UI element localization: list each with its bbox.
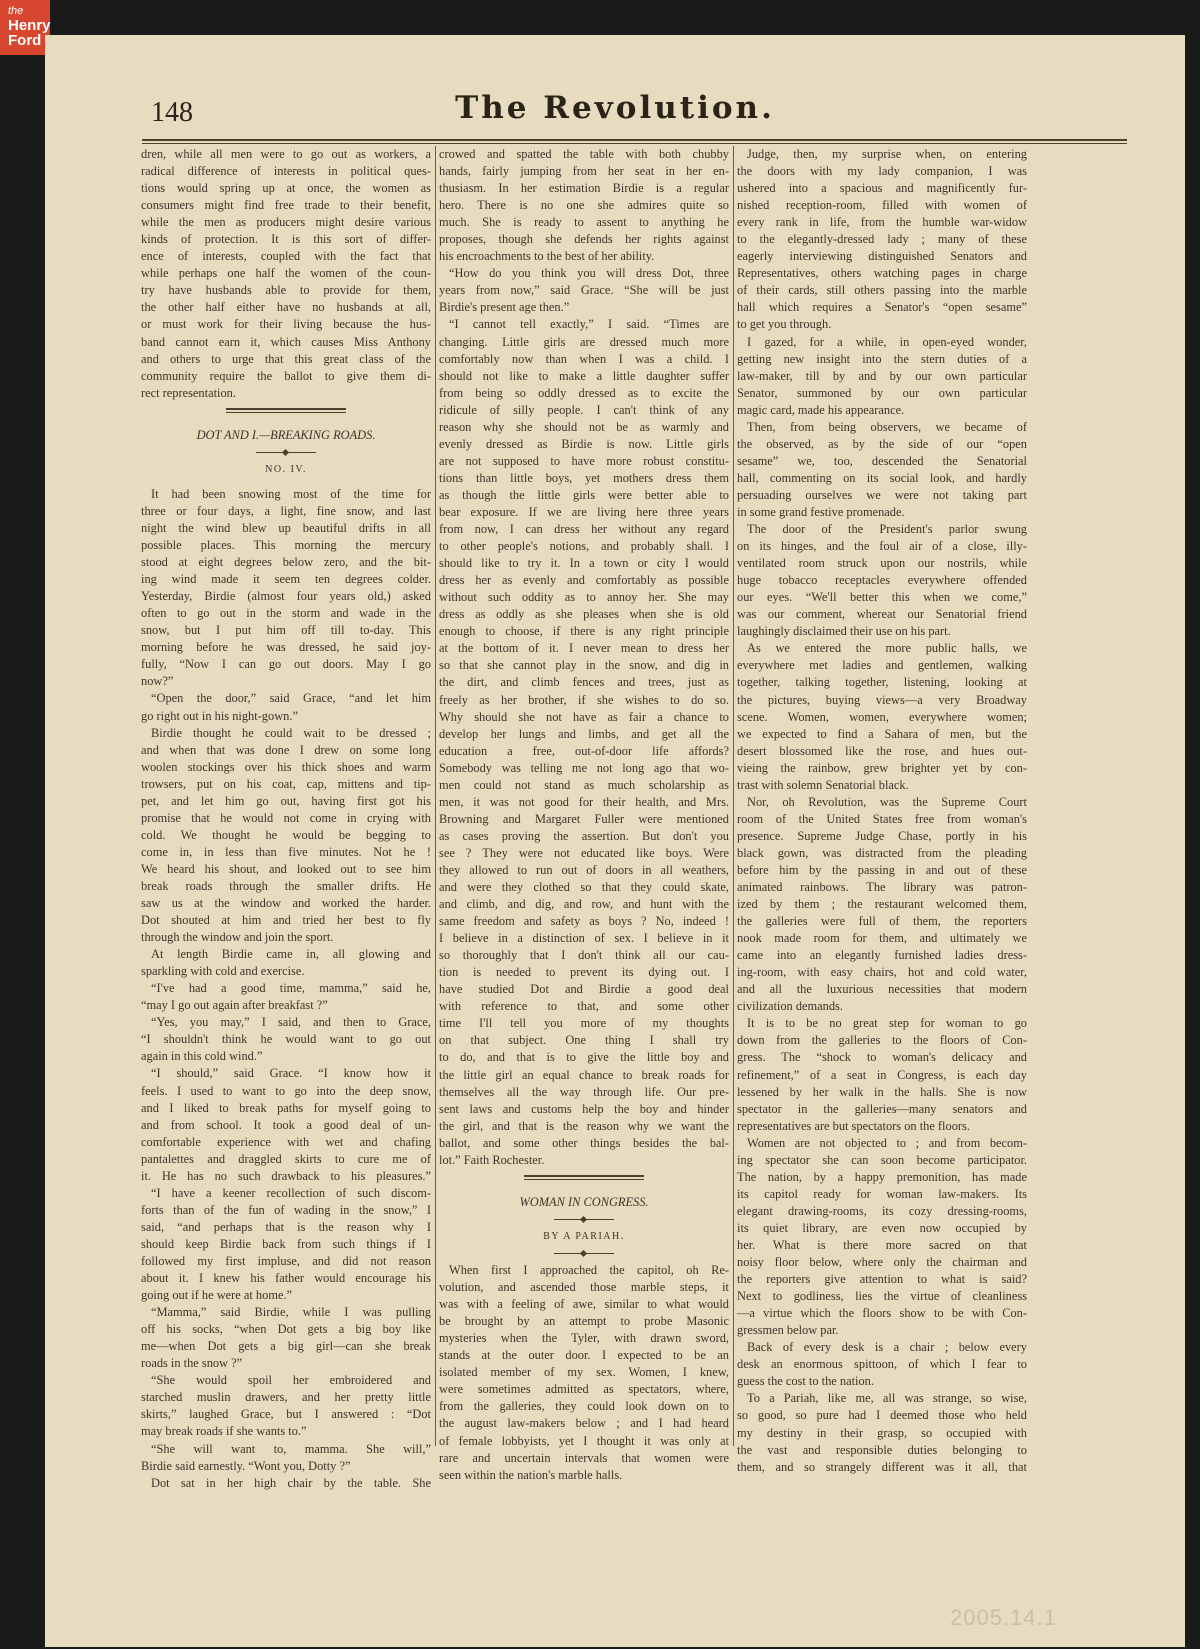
text-line: the galleries were full of them, the reporters — [737, 914, 1027, 929]
text-line: dress as oddly as she pleases when she is old — [439, 607, 729, 622]
text-line: tions would spring up at once, the women as — [141, 181, 431, 196]
text-line: representatives are but spectators on the floors. — [737, 1118, 970, 1133]
section-ornament — [141, 402, 431, 419]
text-line: Senator, summoned by our own particular — [737, 385, 1027, 400]
text-line: on its hinges, and the foul air of a close, illy- — [737, 539, 1027, 554]
text-line: “Mamma,” said Birdie, while I was pulling — [151, 1305, 431, 1320]
text-line: Yesterday, Birdie (almost four years old,) asked — [141, 589, 431, 604]
text-line: to do, and that is to give the little boy and — [439, 1050, 729, 1065]
text-line: isolated member of my sex. Women, I knew, — [439, 1365, 729, 1380]
text-line: develop her lungs and limbs, and get all the — [439, 726, 729, 741]
text-line: Next to godliness, lies the virtue of cleanliness — [737, 1289, 1027, 1304]
text-line: Birdie said earnestly. “Wont you, Dotty ?” — [141, 1458, 351, 1473]
text-line: me—when Dot gets a big girl—can she break — [141, 1339, 431, 1354]
text-line: promise that he would not come in crying with — [141, 810, 431, 825]
text-line: The door of the President's parlor swung — [747, 522, 1027, 537]
masthead-title: The Revolution. — [455, 90, 775, 126]
text-line: thusiasm. In her estimation Birdie is a regular — [439, 181, 729, 196]
text-line: rect representation. — [141, 385, 236, 400]
text-line: “Open the door,” said Grace, “and let him — [151, 691, 431, 706]
text-line: the girl, and that is the reason why we want the — [439, 1118, 729, 1133]
text-line: followed my first impluse, and did not reason — [141, 1254, 431, 1268]
text-line: community require the ballot to give them di- — [141, 368, 431, 383]
text-line: ing spectator she can soon become participator. — [737, 1152, 1027, 1167]
text-line: of their cards, still others passing into the marble — [737, 283, 1027, 298]
text-line: When first I approached the capitol, oh Re- — [449, 1263, 729, 1278]
article-heading: DOT AND I.—BREAKING ROADS. — [196, 427, 376, 442]
text-line: to the elegantly-dressed lady ; many of these — [737, 232, 1027, 247]
text-line: same freedom and safety as boys ? No, indeed ! — [439, 914, 729, 929]
text-line: said, “and perhaps that is the reason why I — [141, 1219, 431, 1234]
text-line: I gazed, for a while, in open-eyed wonder, — [747, 334, 1027, 349]
accession-number: 2005.14.1 — [950, 1605, 1057, 1630]
spacer — [141, 419, 431, 427]
text-line: feels. I used to want to go into the deep snow, — [141, 1083, 431, 1098]
text-line: volution, and ascended those marble steps, it — [439, 1280, 729, 1295]
text-line: woolen stockings over his thick shoes and warm — [141, 759, 431, 774]
text-line: ventilated room struck upon our nostrils, while — [737, 556, 1027, 571]
text-line: much. She is ready to assent to anything he — [439, 215, 729, 230]
text-line: before him by the passing in and out of these — [737, 862, 1027, 877]
text-line: down from the galleries to the floors of Con- — [737, 1033, 1027, 1048]
text-line: I believe in a distinction of sex. I believe in it — [439, 931, 729, 946]
badge-line-1: the — [8, 5, 24, 17]
text-line: possible places. This morning the mercury — [141, 538, 431, 553]
text-line: It had been snowing most of the time for — [151, 486, 431, 501]
text-line: desk an enormous spittoon, of which I fear to — [737, 1357, 1027, 1372]
text-line: The nation, by a happy premonition, has made — [737, 1169, 1027, 1184]
text-line: desert blossomed like the rose, and hues out- — [737, 743, 1027, 758]
text-line: trast with solemn Senatorial black. — [737, 777, 909, 792]
text-line: enough to choose, if there is any right principle — [439, 624, 729, 639]
text-line: refinement,” of a seat in Congress, is each day — [737, 1067, 1027, 1082]
text-line: Birdie's present age then.” — [439, 300, 570, 315]
text-line: Dot sat in her high chair by the table. She — [151, 1475, 431, 1490]
text-line: Back of every desk is a chair ; below every — [747, 1340, 1027, 1355]
text-line: To a Pariah, like me, all was strange, so wise, — [747, 1391, 1027, 1406]
text-line: three or four days, a light, fine snow, and last — [141, 503, 431, 518]
text-line: As we entered the more public halls, we — [747, 641, 1027, 656]
text-line: hall which requires a Senator's “open sesame” — [737, 300, 1027, 315]
text-line: may break roads if she wants to.” — [141, 1424, 307, 1439]
text-line: hands, fairly jumping from her seat in her en- — [439, 164, 729, 179]
text-line: was with a feeling of awe, similar to what would — [439, 1297, 729, 1312]
text-line: nook made room for them, and ultimately we — [737, 931, 1027, 946]
text-line: his encroachments to the best of her ability. — [439, 249, 655, 264]
text-line: rare and uncertain intervals that women were — [439, 1450, 729, 1465]
text-line: the august law-makers below ; and I had heard — [439, 1416, 729, 1431]
text-line: so that she cannot play in the snow, and dig in — [439, 658, 729, 673]
text-line: lot.” Faith Rochester. — [439, 1152, 545, 1167]
text-line: laughingly disclaimed their use on his part. — [737, 624, 951, 639]
text-line: while perhaps one half the women of the coun- — [141, 266, 431, 281]
text-line: through the window and join the sport. — [141, 930, 334, 945]
text-line: snow, but I put him off till to-day. This — [141, 623, 431, 638]
text-line: was our comment, whereat our Senatorial friend — [737, 607, 1027, 622]
text-line: consumers might find free trade to their benefit, — [141, 198, 431, 213]
text-line: are not supposed to have more robust constitu- — [439, 453, 729, 468]
text-line: “I have a keener recollection of such discom- — [151, 1185, 431, 1200]
text-line: ballot, and some other things besides the bal- — [439, 1135, 729, 1150]
text-line: break roads through the smaller drifts. He — [141, 878, 431, 893]
text-line: go right out in his night-gown.” — [141, 708, 298, 723]
text-line: the little girl an equal chance to break roads for — [439, 1067, 729, 1082]
text-line: without such oddity as to annoy her. She may — [439, 590, 729, 605]
text-line: everywhere met ladies and gentlemen, walking — [737, 658, 1027, 673]
text-line: kinds of protection. It is this sort of differ- — [141, 232, 431, 247]
text-line: and climb, and dig, and row, and hunt with the — [439, 897, 729, 912]
text-line: saw us at the window and worked the harder. — [141, 896, 431, 911]
text-line: evenly dressed as Birdie is now. Little girls — [439, 436, 729, 451]
text-line: about it. I knew his father would encourage his — [141, 1271, 431, 1286]
text-line: night the wind blew up beautiful drifts in all — [141, 520, 431, 535]
text-line: magic card, made his appearance. — [737, 402, 905, 417]
section-ornament — [439, 1169, 729, 1186]
text-line: should not like to make a little daughter suffer — [439, 368, 729, 383]
text-line: the reporters give attention to what is said? — [737, 1272, 1027, 1287]
text-line: Then, from being observers, we became of — [747, 419, 1027, 434]
text-line: our eyes. “We'll better this when we come,” — [737, 590, 1027, 605]
text-line: “Yes, you may,” I said, and then to Grace, — [151, 1015, 431, 1030]
text-line: changing. Little girls are dressed much more — [439, 334, 729, 349]
text-line: so thoroughly that I don't think all our cau- — [439, 948, 729, 963]
text-line: Representatives, others watching pages in charge — [737, 266, 1027, 281]
text-line: sesame” we, too, descended the Senatorial — [737, 453, 1027, 468]
text-line: came into an elegantly furnished ladies dress- — [737, 948, 1027, 963]
text-line: going out if he were at home.” — [141, 1288, 293, 1303]
text-line: presence. Supreme Judge Chase, portly in his — [737, 828, 1027, 843]
page-number: 148 — [151, 97, 193, 128]
text-line: cold. We thought he would be begging to — [141, 827, 431, 842]
text-line: “I should,” said Grace. “I know how it — [151, 1066, 431, 1081]
text-line: lessened by her walk in the halls. She is now — [737, 1084, 1027, 1099]
text-line: them, and so strangely different was it all, that — [737, 1459, 1027, 1474]
article-byline: NO. IV. — [265, 463, 307, 475]
text-line: Browning and Margaret Fuller were mentioned — [439, 811, 729, 826]
text-line: while the men as producers might desire various — [141, 215, 431, 230]
text-line: as cases proving the assertion. But don't you — [439, 828, 729, 843]
column-divider — [435, 146, 436, 1446]
header-rule-thin — [142, 143, 1127, 144]
text-line: morning before he was dressed, he said joy- — [141, 640, 431, 655]
text-line: proposes, though she defends her rights against — [439, 232, 729, 247]
text-line: the vast and responsible duties belonging to — [737, 1442, 1027, 1457]
text-line: “She would spoil her embroidered and — [151, 1373, 431, 1388]
text-line: men could not stand as much scholarship as — [439, 777, 729, 792]
text-line: fully, “Now I can go out doors. May I go — [141, 657, 431, 672]
text-line: eagerly interviewing distinguished Senators and — [737, 249, 1027, 264]
text-line: every rank in life, from the humble war-widow — [737, 215, 1027, 230]
text-line: starched muslin drawers, and her pretty little — [141, 1390, 431, 1405]
text-line: were sometimes admitted as spectators, where, — [439, 1382, 729, 1397]
text-line: to get you through. — [737, 317, 832, 332]
text-line: Judge, then, my surprise when, on entering — [747, 147, 1027, 161]
text-line: Women are not objected to ; and from becom- — [747, 1135, 1027, 1150]
text-line: ing wind made it seem ten degrees colder. — [141, 572, 431, 587]
header-rule — [142, 139, 1127, 141]
text-line: years from now,” said Grace. “She will be just — [439, 283, 729, 298]
text-line: of female lobbyists, yet I thought it was only at — [439, 1433, 729, 1448]
text-line: and were they clothed so that they could skate, — [439, 880, 729, 895]
text-line: time I'll tell you more of my thoughts — [439, 1016, 729, 1031]
text-line: sparkling with cold and exercise. — [141, 964, 305, 979]
text-line: its quiet library, are even now occupied by — [737, 1220, 1027, 1235]
text-line: “I've had a good time, mamma,” said he, — [151, 981, 431, 996]
text-line: from being so oddly dressed as to excite the — [439, 385, 729, 400]
text-line: “I shouldn't think he would want to go out — [141, 1032, 431, 1047]
text-line: forts than of the fun of wading in the snow,” I — [141, 1202, 431, 1217]
text-line: sent laws and customs help the boy and hinder — [439, 1101, 729, 1116]
column-3 — [737, 146, 1027, 1616]
text-line: mysteries when the Tyler, with drawn sword, — [439, 1331, 729, 1346]
text-line: guess the cost to the nation. — [737, 1374, 874, 1389]
text-line: band cannot earn it, which causes Miss Anthony — [141, 334, 431, 349]
text-line: We heard his shout, and looked out to see him — [141, 861, 431, 876]
text-line: now?” — [141, 674, 174, 689]
text-line: skirts,” laughed Grace, but I answered : “Dot — [141, 1407, 431, 1422]
text-line: ized by them ; the restaurant welcomed them, — [737, 897, 1027, 912]
text-line: radical difference of interests in political ques- — [141, 164, 431, 179]
text-line: as though the little girls were better able to — [439, 487, 729, 502]
section-ornament — [439, 1211, 729, 1228]
text-line: freely as her brother, if she wishes to do so. — [439, 692, 729, 707]
text-line: the other half either have no husbands at all, — [141, 300, 431, 315]
text-line: pet, and let him go out, having first got his — [141, 793, 431, 808]
text-line: Nor, oh Revolution, was the Supreme Court — [747, 794, 1027, 809]
text-line: ridicule of silly people. I can't think of any — [439, 402, 729, 417]
text-line: stands at the outer door. I expected to be an — [439, 1348, 729, 1363]
text-line: so good, so pure had I deemed those who held — [737, 1408, 1027, 1423]
text-line: stood at eight degrees below zero, and the bit- — [141, 555, 431, 570]
text-line: hall, commenting on its social look, and hardly — [737, 470, 1027, 485]
text-line: and when that was done I drew on some long — [141, 742, 431, 757]
text-line: animated rainbows. The library was patron- — [737, 880, 1027, 895]
text-line: its capitol ready for woman law-makers. Its — [737, 1186, 1027, 1201]
text-line: and all the luxurious necessities that modern — [737, 982, 1027, 997]
text-line: and others to urge that this great class of the — [141, 351, 431, 366]
text-line: my destiny in their grasp, so occupied with — [737, 1425, 1027, 1440]
text-line: they allowed to run out of doors in all weathers, — [439, 862, 729, 877]
text-line: black gown, was distracted from the pleading — [737, 845, 1027, 860]
text-line: comfortable experience with wet and chafing — [141, 1134, 431, 1149]
text-line: it. He has no such drawback to his pleasures.” — [141, 1168, 431, 1183]
text-line: the observed, as by the side of our “open — [737, 436, 1027, 451]
text-line: see ? They were not educated like boys. Were — [439, 845, 729, 860]
text-line: “She will want to, mamma. She will,” — [151, 1441, 431, 1456]
text-line: off his socks, “when Dot gets a big boy like — [141, 1322, 431, 1337]
text-line: ence of interests, coupled with the fact that — [141, 249, 431, 264]
text-line: spectator in the galleries—many senators and — [737, 1101, 1027, 1116]
text-line: to other people's notions, and probably shall. I — [439, 539, 729, 554]
section-ornament — [439, 1245, 729, 1262]
text-line: the doors with my lady companion, I was — [737, 164, 1027, 179]
text-line: gress. The “shock to woman's delicacy and — [737, 1050, 1027, 1065]
text-line: on that subject. One thing I shall try — [439, 1033, 729, 1048]
text-line: “How do you think you will dress Dot, three — [449, 266, 729, 281]
text-line: trowsers, put on his coat, cap, mittens and tip- — [141, 776, 431, 791]
text-line: law-maker, till by and by our own particular — [737, 368, 1027, 383]
column-1 — [141, 146, 431, 1616]
text-line: have studied Dot and Birdie a good deal — [439, 982, 729, 997]
text-line: tion is needed to prevent its dying out. I — [439, 965, 729, 980]
text-line: Dot shouted at him and tried her best to fly — [141, 913, 431, 928]
text-line: should like to try it. In a town or city I would — [439, 556, 729, 571]
text-line: nished reception-room, filled with women of — [737, 198, 1027, 213]
text-line: persuading ourselves we were not taking part — [737, 487, 1027, 502]
text-line: dren, while all men were to go out as workers, a — [141, 147, 431, 161]
text-line: from now, I can dress her without any regard — [439, 522, 729, 537]
text-line: At length Birdie came in, all glowing and — [151, 947, 431, 962]
text-line: be brought by an attempt to probe Masonic — [439, 1314, 729, 1329]
badge-line-2: Henry Ford — [8, 16, 51, 50]
text-line: themselves all the way through life. Our pre- — [439, 1084, 729, 1099]
column-2 — [439, 146, 729, 1616]
text-line: room of the United States free from woman's — [737, 811, 1027, 826]
spacer — [141, 478, 431, 486]
text-line: roads in the snow ?” — [141, 1356, 243, 1371]
text-line: and from school. It took a good deal of un- — [141, 1117, 431, 1132]
text-line: pantalettes and draggled skirts to cure me of — [141, 1151, 431, 1166]
text-line: from the galleries, they could look down on to — [439, 1399, 729, 1414]
text-line: noisy floor below, where only the chairman and — [737, 1255, 1027, 1270]
text-line: vieing the rainbow, grew brighter yet by con- — [737, 760, 1027, 775]
text-line: huge tobacco receptacles everywhere offended — [737, 573, 1027, 588]
text-line: —a virtue which the floors show to be with Con- — [737, 1306, 1027, 1321]
text-line: education a free, out-of-door life affords? — [439, 743, 729, 758]
text-line: the dirt, and climb fences and trees, just as — [439, 675, 729, 690]
text-line: her. What is there more sacred on that — [737, 1238, 1027, 1252]
text-line: elegant drawing-rooms, its cozy dressing-rooms, — [737, 1203, 1027, 1218]
text-line: with reference to that, and some other — [439, 999, 729, 1014]
text-line: the pictures, buying views—a very Broadway — [737, 692, 1027, 707]
text-line: crowed and spatted the table with both chubby — [439, 147, 729, 161]
text-line: “I cannot tell exactly,” I said. “Times are — [449, 317, 729, 332]
text-line: scene. Women, women, everywhere women; — [737, 709, 1027, 724]
text-line: civilization demands. — [737, 999, 843, 1014]
article-byline: BY A PARIAH. — [543, 1230, 625, 1242]
text-line: tions than little boys, yet mothers dress them — [439, 470, 729, 485]
text-line: ing-room, with easy chairs, hot and cold water, — [737, 965, 1027, 980]
text-line: bear exposure. If we are living here three years — [439, 504, 729, 519]
section-ornament — [141, 444, 431, 461]
text-line: “may I go out again after breakfast ?” — [141, 998, 328, 1013]
text-line: together, talking together, listening, looking at — [737, 675, 1027, 690]
text-line: comfortably now than when I was a child. I — [439, 351, 729, 366]
text-line: hero. There is no one she admires quite so — [439, 198, 729, 213]
text-line: again in this cold wind.” — [141, 1049, 263, 1064]
article-heading: WOMAN IN CONGRESS. — [519, 1194, 649, 1209]
text-line: dress her as evenly and comfortably as possible — [439, 573, 729, 588]
spacer — [439, 1186, 729, 1194]
text-line: seen within the nation's marble halls. — [439, 1467, 623, 1482]
text-line: It is to be no great step for woman to go — [747, 1016, 1027, 1031]
text-line: we expected to find a Sahara of men, but the — [737, 726, 1027, 741]
text-line: at the bottom of it. I never mean to dress her — [439, 641, 729, 656]
text-line: ushered into a spacious and magnificently fur- — [737, 181, 1027, 196]
text-line: gressmen below par. — [737, 1323, 839, 1338]
newspaper-page — [45, 35, 1185, 1647]
text-line: Somebody was telling me not long ago that wo- — [439, 760, 729, 775]
text-line: try have husbands able to provide for them, — [141, 283, 431, 298]
text-line: Why should she not have as fair a chance to — [439, 709, 729, 724]
text-line: men, it was not good for their health, and Mrs. — [439, 794, 729, 809]
text-line: getting new insight into the stern duties of a — [737, 351, 1027, 366]
text-line: and I liked to break paths for myself going to — [141, 1100, 431, 1115]
column-divider — [733, 146, 734, 1446]
henry-ford-badge — [0, 0, 50, 55]
text-line: come in, in less than five minutes. Not he ! — [141, 844, 431, 859]
text-line: should keep Birdie back from such things if I — [141, 1236, 431, 1251]
text-line: Birdie thought he could wait to be dressed ; — [151, 725, 431, 740]
text-line: in some grand festive promenade. — [737, 504, 905, 519]
text-line: reason why she should not be as warmly and — [439, 419, 729, 434]
text-line: often to go out in the storm and wade in the — [141, 606, 431, 621]
text-line: or must work for their living because the hus- — [141, 317, 431, 332]
